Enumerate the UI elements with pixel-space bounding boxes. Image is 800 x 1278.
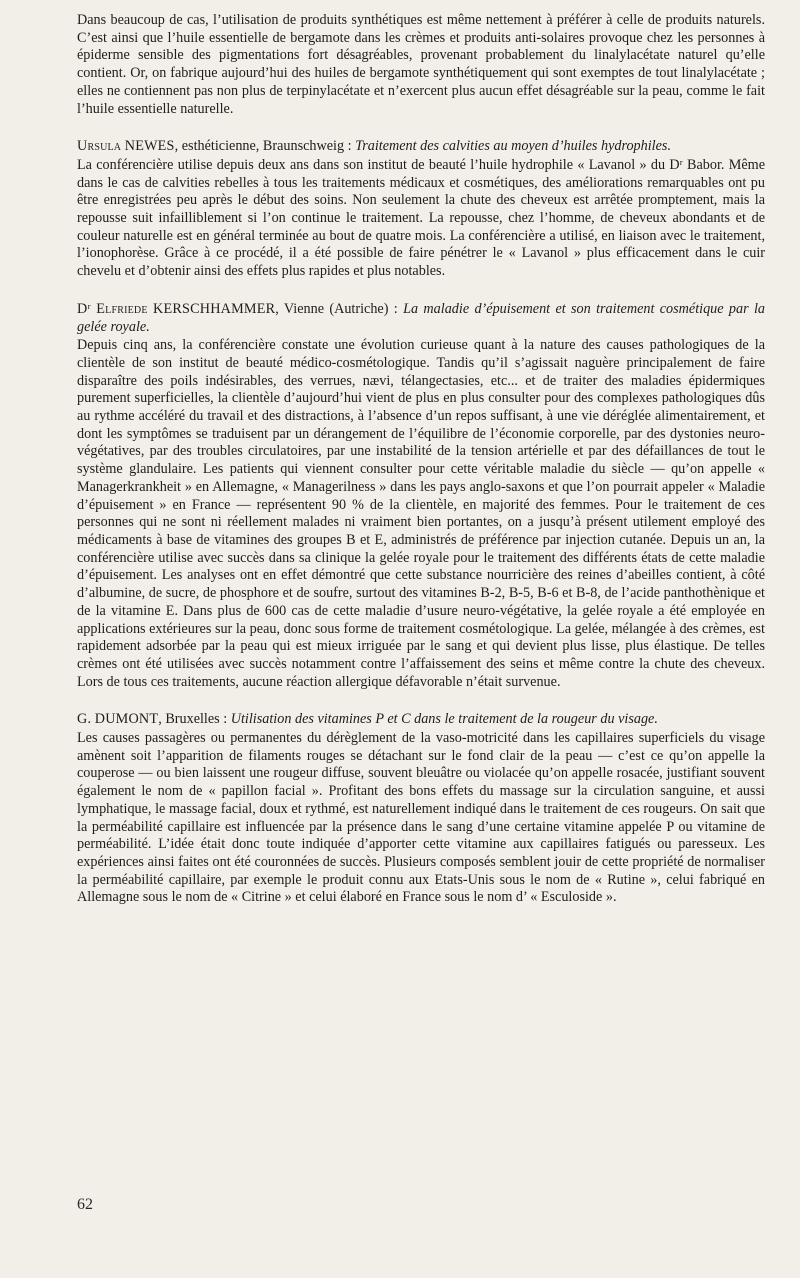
author-last-name: DUMONT [94, 711, 159, 728]
author-last-name: KERSCHHAMMER [153, 300, 276, 317]
section-kerschhammer [77, 301, 765, 691]
intro-paragraph: Dans beaucoup de cas, l’utilisation de produits synthétiques est même nettement à préférer à celle de produits naturels. C’est ainsi que l’huile essentielle de bergamote dans les crèmes et produits anti-solaires provoque chez les personnes à épiderme sensible des pigmentations fort désagréables, provenant probablement du linalylacétate naturel qu’elle contient. Or, on fabrique aujourd’hui des huiles de bergamote synthétiquement qui sont exemptes de tout linalylacétate ; elles ne contiennent pas non plus de terpinylacétate et n’exercent plus aucun effet désagréable sur la peau, comme le fait l’huile essentielle naturelle. [77, 12, 765, 117]
section-body: Depuis cinq ans, la conférencière constate une évolution curieuse quant à la nature des causes pathologiques de la clientèle de son institut de beauté médico-cosmétologique. Tandis qu’il s’agissait naguère principalement de faire disparaître des poils indésirables, des verrues, nævi, télangectasies, etc... et de traiter des maladies épidermiques purement superficielles, la clientèle d’aujourd’hui vient de plus en plus consulter pour des complexes pathologiques dûs au rythme accéléré du travail et des distractions, à l’absence d’un repos suffisant, à une vie déréglée alimentairement, et dont les symptômes se traduisent par un dérangement de l’équilibre de l’économie corporelle, par des dystonies neuro-végétatives, par des troubles circulatoires, par une instabilité de la tension artérielle et par des défaillances de tout le système glandulaire. Les patients qui viennent consulter pour cette véritable maladie du siècle — qu’on appelle « Managerkrankheit » en Allemagne, « Managerilness » dans les pays anglo-saxons et que l’on pourrait appeler « Maladie d’épuisement » en France — représentent 90 % de la clientèle, en majorité des femmes. Pour le traitement de ces personnes qui ne sont ni réellement malades ni vraiment bien portantes, on a jusqu’à présent utilement employé des médicaments à base de vitamines des groupes B et E, administrés de préférence par injection cutanée. Depuis un an, la conférencière utilise avec succès dans sa clinique la gelée royale pour le traitement des différents états de cette maladie d’épuisement. Les analyses ont en effet démontré que cette substance nourricière des reines d’abeilles contient, à côté d’albumine, de sucre, de phosphore et de soufre, surtout des vitamines B-2, B-5, B-6 et B-8, de l’acide panthothènique et de la vitamine E. Dans plus de 600 cas de cette maladie d’usure neuro-végétative, la gelée royale a été employée en applications extérieures sur la peau, donc sous forme de traitement cosmétologique. La gelée, mélangée à des crèmes, est rapidement adsorbée par la peau qui est mieux irriguée par le sang et qui devient plus lisse, plus élastique. De telles crèmes ont été utilisées avec succès notamment contre l’affaissement des seins et même contre la chute des cheveux. Lors de tous ces traitements, aucune réaction allergique défavorable n’était survenue. [77, 337, 765, 690]
author-affiliation: , Bruxelles : [158, 711, 231, 728]
section-body: La conférencière utilise depuis deux ans dans son institut de beauté l’huile hydrophile « Lavanol » du Dʳ Babor. Même dans le cas de calvities rebelles à tous les traitements médicaux et cosmétiques, des améliorations remarquables ont pu être enregistrées peu après le début des soins. Non seulement la chute des cheveux est arrêtée promptement, mais la repousse suit infailliblement si l’on continue le traitement. La repousse, chez l’homme, de cheveux abondants et de couleur naturelle est en général terminée au bout de quatre mois. La conférencière a utilisé, en liaison avec le traitement, l’ionophorèse. Grâce à ce procédé, il a été possible de faire pénétrer le « Lavanol » plus efficacement dans le cuir chevelu et d’obtenir ainsi des effets plus rapides et plus notables. [77, 156, 765, 280]
section-dumont [77, 711, 765, 907]
section-heading [77, 711, 765, 729]
section-title: La maladie d’épuisement et son traitement cosmétique par la gelée royale. [77, 300, 766, 335]
intro-section [77, 12, 765, 118]
section-newes [77, 138, 765, 281]
author-prefix: Dʳ [77, 300, 97, 317]
author-affiliation: , esthéticienne, Braunschweig : [174, 138, 356, 155]
author-last-name: NEWES [124, 138, 175, 155]
author-first-name: G. [77, 711, 92, 728]
section-title: Utilisation des vitamines P et C dans le traitement de la rougeur du visage. [230, 711, 658, 728]
section-title: Traitement des calvities au moyen d’huiles hydrophiles. [355, 138, 671, 155]
section-heading [77, 138, 765, 156]
author-first-name: Elfriede [96, 300, 148, 317]
section-heading [77, 301, 765, 336]
page-number: 62 [77, 1196, 93, 1213]
section-body: Les causes passagères ou permanentes du dérèglement de la vaso-motricité dans les capillaires superficiels du visage amènent soit l’apparition de filaments rouges se détachant sur le fond clair de la peau — c’est ce qu’on appelle la couperose — ou bien laissent une rougeur diffuse, souvent bleuâtre ou violacée qu’on appelle rosacée, justifiant souvent également le nom de « papillon facial ». Profitant des bons effets du massage sur la circulation sanguine, et aussi lymphatique, le massage facial, doux et rythmé, est naturellement indiqué dans le traitement de ces rougeurs. On sait que la perméabilité capillaire est influencée par la présence dans le sang d’une certaine vitamine appelée P ou vitamine de perméabilité. L’idée était donc toute indiquée d’apporter cette vitamine aux capillaires fatigués ou paresseux. Les expériences ainsi faites ont été couronnées de succès. Plusieurs composés semblent jouir de cette propriété de normaliser la perméabilité capillaire, par exemple le produit connu aux Etats-Unis sous le nom de « Rutine », celui fabriqué en Allemagne sous le nom de « Citrine » et celui élaboré en France sous le nom d’ « Esculoside ». [77, 730, 765, 906]
author-first-name: Ursula [77, 138, 122, 155]
author-affiliation: , Vienne (Autriche) : [275, 300, 404, 317]
